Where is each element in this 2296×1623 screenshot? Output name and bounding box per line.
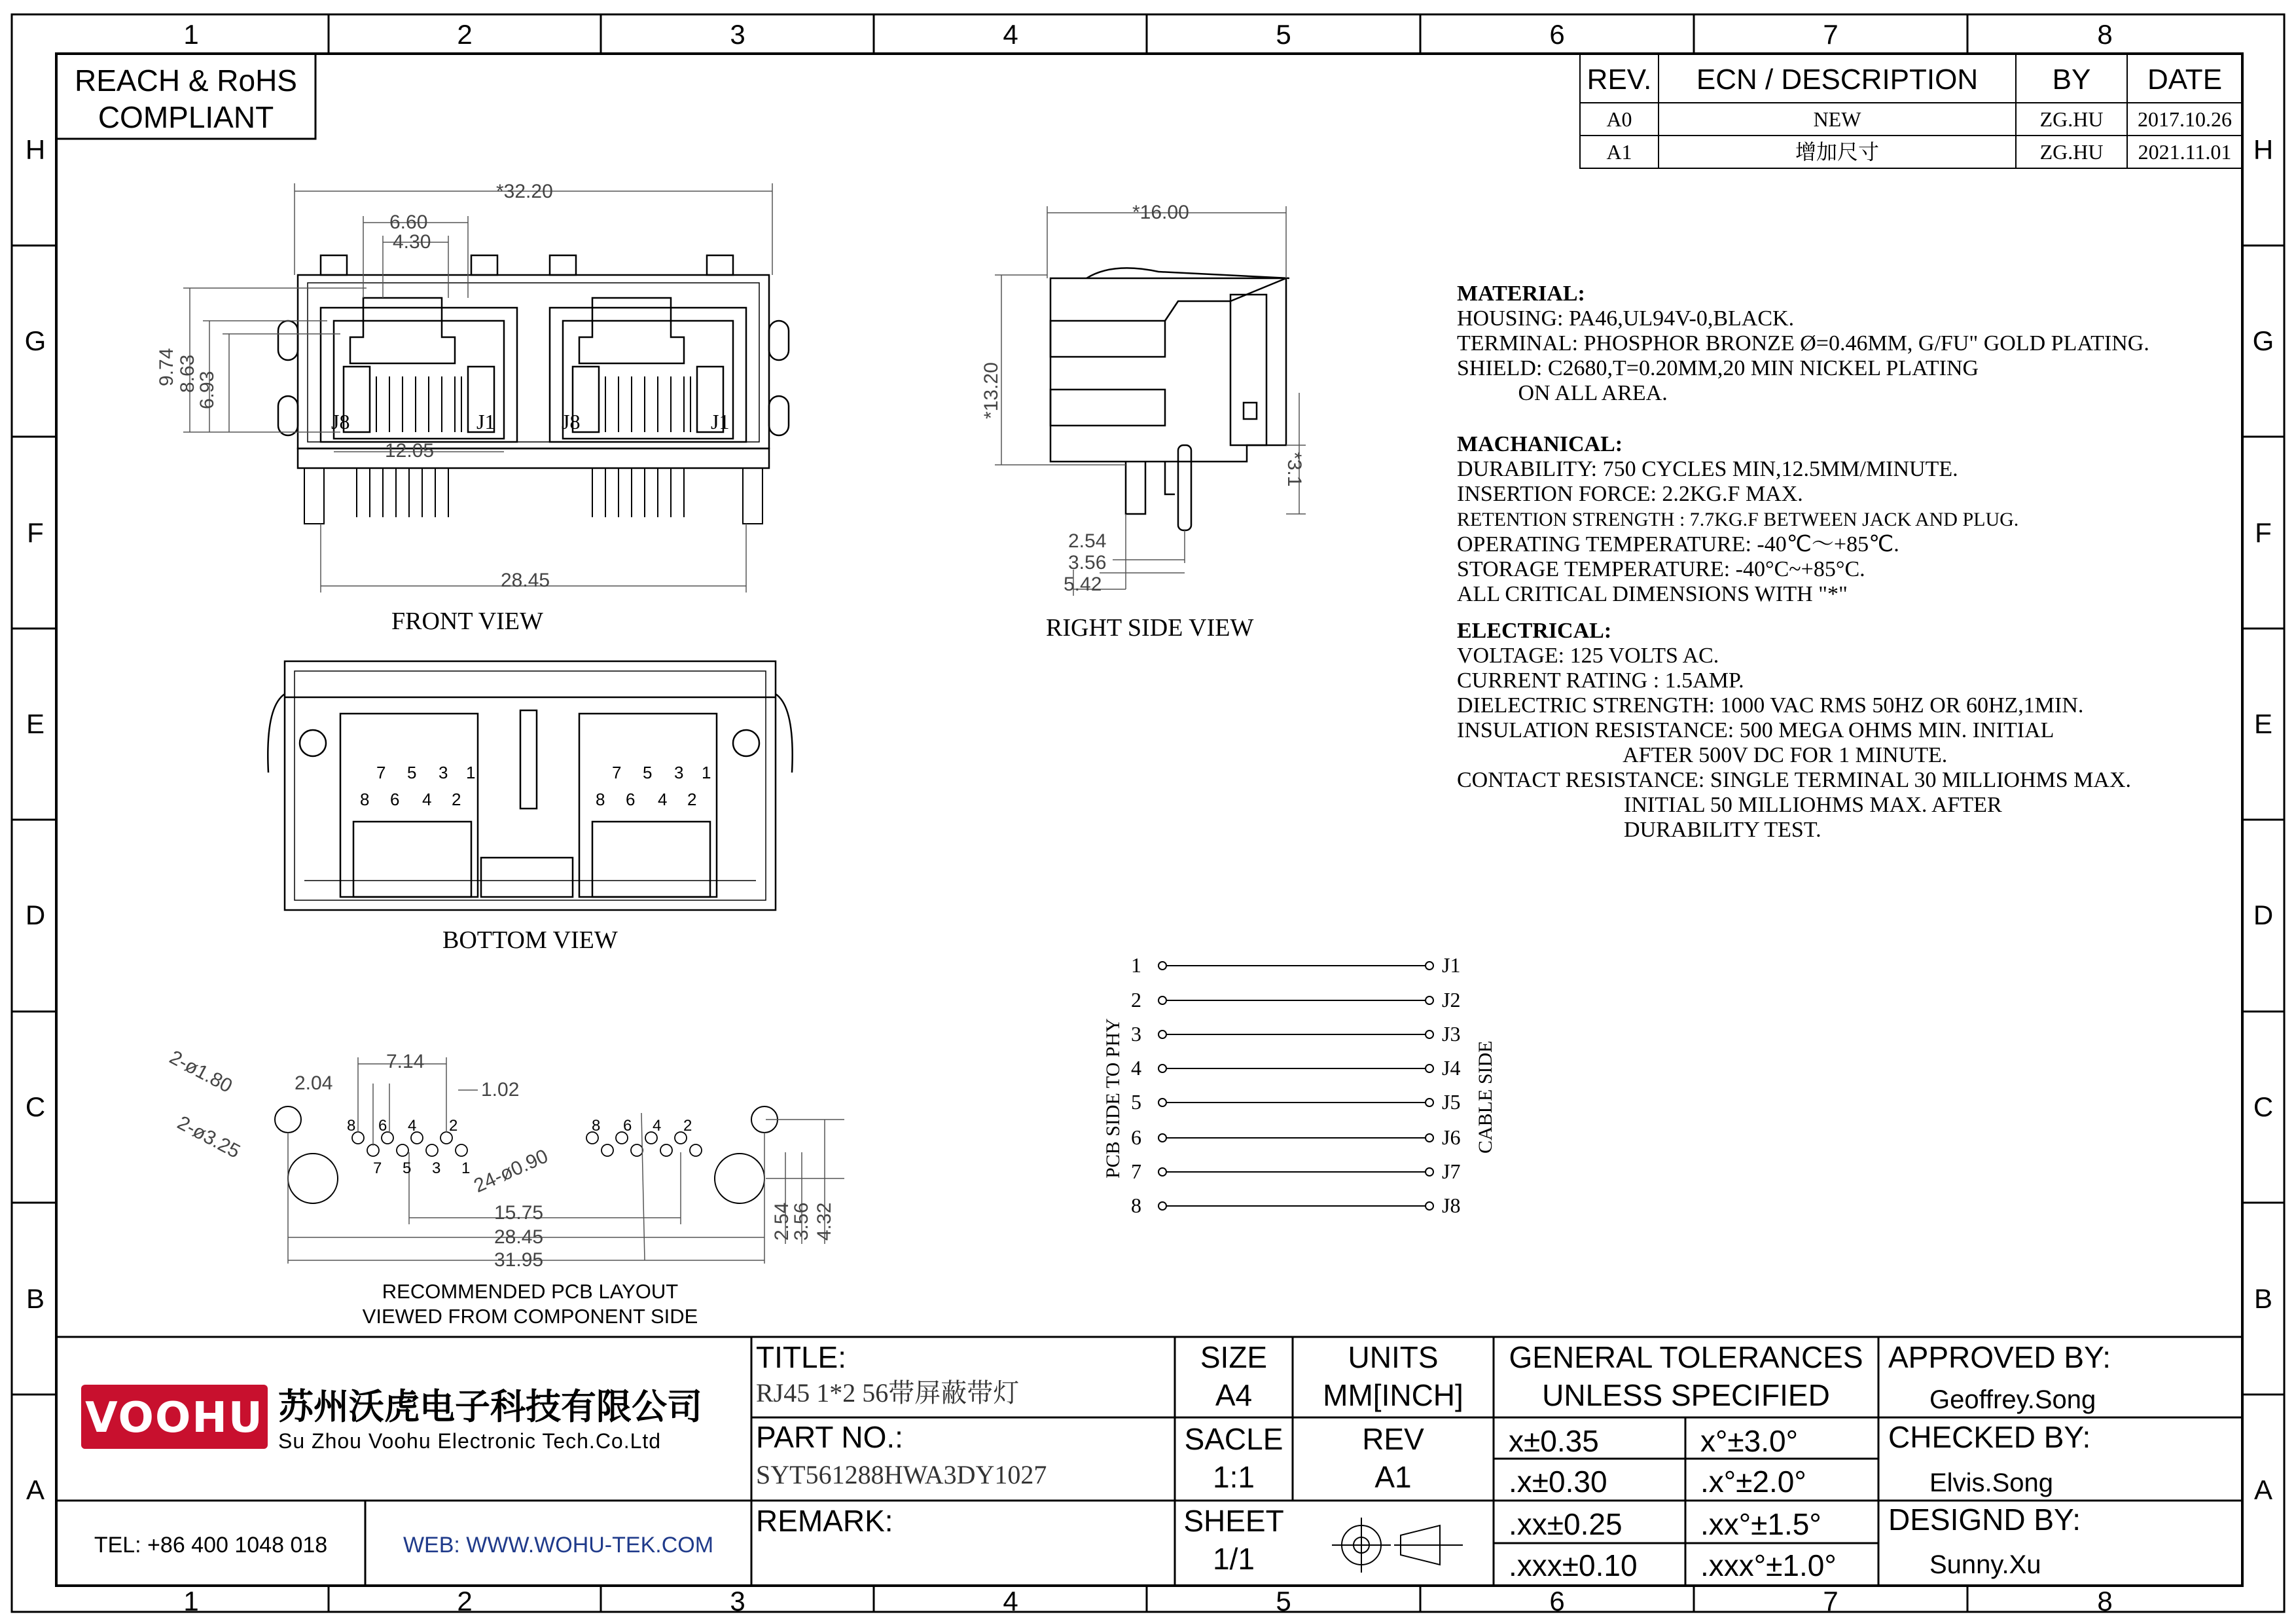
rev-row-2-desc: 增加尺寸 bbox=[1795, 140, 1879, 164]
title-label: TITLE: bbox=[756, 1340, 847, 1374]
rev-row-1-by: ZG.HU bbox=[2039, 107, 2104, 131]
material-line-3: SHIELD: C2680,T=0.20MM,20 MIN NICKEL PLATING bbox=[1457, 356, 1979, 380]
zone-row-g-right: G bbox=[2252, 325, 2274, 356]
pcb-pin-6-left: 6 bbox=[378, 1117, 387, 1135]
dim-pcb-090: 24-ø0.90 bbox=[471, 1145, 552, 1197]
material-line-2: TERMINAL: PHOSPHOR BRONZE Ø=0.46MM, G/FU" GOLD PLATING. bbox=[1457, 331, 2149, 356]
front-label-j1-right: J1 bbox=[711, 410, 730, 433]
schematic-left-label: PCB SIDE TO PHY bbox=[1102, 1018, 1124, 1178]
zone-col-3: 3 bbox=[730, 19, 745, 50]
compliance-line-1: REACH & RoHS bbox=[75, 64, 297, 98]
mechanical-line-1: DURABILITY: 750 CYCLES MIN,12.5MM/MINUTE. bbox=[1457, 457, 1958, 481]
electrical-line-4: INSULATION RESISTANCE: 500 MEGA OHMS MIN. INITIAL bbox=[1457, 718, 2054, 742]
pcb-pin-4-left: 4 bbox=[408, 1117, 417, 1135]
front-view-label: FRONT VIEW bbox=[391, 608, 543, 635]
zone-col-2: 2 bbox=[457, 19, 473, 50]
rev-label: REV bbox=[1362, 1422, 1424, 1456]
dim-pcb-325: 2-ø3.25 bbox=[173, 1112, 244, 1163]
zone-row-h-right: H bbox=[2253, 134, 2274, 165]
rev-header-by: BY bbox=[2052, 64, 2091, 96]
dim-front-2845: 28.45 bbox=[501, 570, 550, 591]
electrical-line-2: CURRENT RATING : 1.5AMP. bbox=[1457, 668, 1744, 693]
bottom-view-label: BOTTOM VIEW bbox=[442, 926, 618, 954]
zone-col-1-bottom: 1 bbox=[183, 1586, 199, 1616]
company-tel: TEL: +86 400 1048 018 bbox=[94, 1533, 328, 1558]
pcb-pin-8-left: 8 bbox=[347, 1117, 356, 1135]
zone-col-3-bottom: 3 bbox=[730, 1586, 745, 1616]
bottom-pin-1-left: 1 bbox=[466, 763, 476, 782]
rev-header-desc: ECN / DESCRIPTION bbox=[1696, 64, 1979, 96]
rev-row-2-by: ZG.HU bbox=[2039, 140, 2104, 164]
rev-header-rev: REV. bbox=[1587, 64, 1652, 96]
designed-value: Sunny.Xu bbox=[1929, 1550, 2041, 1579]
zone-row-a: A bbox=[26, 1474, 45, 1505]
electrical-line-8: DURABILITY TEST. bbox=[1457, 818, 1821, 842]
pcb-layout-dims bbox=[288, 1057, 844, 1264]
zone-row-g: G bbox=[24, 325, 46, 356]
bottom-view-drawing bbox=[268, 661, 792, 910]
rev-row-2-date: 2021.11.01 bbox=[2138, 140, 2232, 164]
schematic-right-pin-j1: J1 bbox=[1442, 953, 1461, 977]
rev-row-1-date: 2017.10.26 bbox=[2138, 107, 2232, 131]
dim-side-31: *3.1 bbox=[1283, 452, 1305, 487]
designed-label: DESIGND BY: bbox=[1888, 1503, 2081, 1537]
remark-label: REMARK: bbox=[756, 1504, 893, 1538]
material-line-4: ON ALL AREA. bbox=[1457, 381, 1668, 405]
pcb-pin-2-right: 2 bbox=[683, 1117, 692, 1135]
dim-pcb-1575: 15.75 bbox=[494, 1202, 544, 1224]
zone-col-2-bottom: 2 bbox=[457, 1586, 473, 1616]
tolerance-linear-1: x±0.35 bbox=[1509, 1424, 1599, 1458]
zone-row-c: C bbox=[25, 1091, 46, 1122]
sheet-value: 1/1 bbox=[1213, 1542, 1255, 1576]
mechanical-line-6: ALL CRITICAL DIMENSIONS WITH "*" bbox=[1457, 582, 1848, 606]
dim-pcb-714: 7.14 bbox=[386, 1051, 425, 1072]
zone-col-8-bottom: 8 bbox=[2097, 1586, 2113, 1616]
bottom-pin-3-left: 3 bbox=[439, 763, 448, 782]
zone-col-1: 1 bbox=[183, 19, 199, 50]
schematic-left-pin-2: 2 bbox=[1131, 988, 1141, 1012]
dim-pcb-102: 1.02 bbox=[481, 1079, 520, 1101]
title-value: RJ45 1*2 56带屏蔽带灯 bbox=[756, 1378, 1020, 1408]
tolerance-angular-2: .x°±2.0° bbox=[1700, 1465, 1806, 1499]
voohu-logo-text: VOOHU bbox=[85, 1394, 264, 1442]
schematic-left-pin-6: 6 bbox=[1131, 1125, 1141, 1149]
part-no-label: PART NO.: bbox=[756, 1420, 903, 1454]
company-name-en: Su Zhou Voohu Electronic Tech.Co.Ltd bbox=[278, 1429, 662, 1453]
bottom-pin-2-right: 2 bbox=[687, 790, 697, 809]
schematic-lines bbox=[1158, 962, 1433, 1210]
electrical-line-5: AFTER 500V DC FOR 1 MINUTE. bbox=[1457, 743, 1948, 767]
pcb-pin-5-left: 5 bbox=[403, 1159, 412, 1177]
schematic-right-pin-j6: J6 bbox=[1442, 1125, 1461, 1149]
zone-col-7-bottom: 7 bbox=[1823, 1586, 1839, 1616]
pcb-pin-6-right: 6 bbox=[623, 1117, 632, 1135]
tolerance-linear-3: .xx±0.25 bbox=[1509, 1507, 1623, 1541]
schematic-right-pin-j7: J7 bbox=[1442, 1159, 1461, 1183]
units-value: MM[INCH] bbox=[1323, 1378, 1463, 1412]
part-no-value: SYT561288HWA3DY1027 bbox=[756, 1460, 1047, 1489]
electrical-line-3: DIELECTRIC STRENGTH: 1000 VAC RMS 50HZ OR 60HZ,1MIN. bbox=[1457, 693, 2084, 718]
bottom-pin-7-right: 7 bbox=[612, 763, 622, 782]
dim-pcb-3195: 31.95 bbox=[494, 1249, 544, 1271]
schematic-left-pin-3: 3 bbox=[1131, 1022, 1141, 1046]
dim-pcb-254: 2.54 bbox=[771, 1202, 793, 1241]
schematic-left-pin-7: 7 bbox=[1131, 1159, 1141, 1183]
zone-col-8: 8 bbox=[2097, 19, 2113, 50]
compliance-line-2: COMPLIANT bbox=[98, 100, 274, 134]
zone-row-e: E bbox=[26, 708, 45, 739]
size-value: A4 bbox=[1215, 1378, 1253, 1412]
zone-row-b: B bbox=[26, 1283, 45, 1314]
zone-row-a-right: A bbox=[2253, 1474, 2272, 1505]
mechanical-line-5: STORAGE TEMPERATURE: -40°C~+85°C. bbox=[1457, 557, 1865, 581]
zone-col-7: 7 bbox=[1823, 19, 1839, 50]
size-label: SIZE bbox=[1200, 1340, 1268, 1374]
schematic-left-pin-5: 5 bbox=[1131, 1090, 1141, 1114]
zone-row-f: F bbox=[27, 517, 44, 548]
pcb-pin-2-left: 2 bbox=[449, 1117, 458, 1135]
electrical-line-7: INITIAL 50 MILLIOHMS MAX. AFTER bbox=[1457, 793, 2002, 817]
tolerance-heading-2: UNLESS SPECIFIED bbox=[1542, 1378, 1830, 1412]
dim-front-430: 4.30 bbox=[393, 231, 431, 253]
pcb-pin-7-left: 7 bbox=[373, 1159, 382, 1177]
dim-pcb-432: 4.32 bbox=[814, 1202, 835, 1241]
dim-front-660: 6.60 bbox=[389, 211, 428, 233]
schematic-left-pin-1: 1 bbox=[1131, 953, 1141, 977]
rev-row-2-rev: A1 bbox=[1606, 140, 1632, 164]
notes-mechanical bbox=[1457, 432, 2018, 607]
schematic-right-pin-j2: J2 bbox=[1442, 988, 1461, 1012]
scale-label: SACLE bbox=[1184, 1422, 1283, 1456]
notes-electrical bbox=[1457, 619, 2131, 843]
pcb-layout-label-1: RECOMMENDED PCB LAYOUT bbox=[382, 1280, 679, 1303]
zone-row-h: H bbox=[25, 134, 46, 165]
dim-front-863: 8.63 bbox=[177, 354, 198, 393]
zone-col-6-bottom: 6 bbox=[1549, 1586, 1565, 1616]
approved-label: APPROVED BY: bbox=[1888, 1340, 2111, 1374]
schematic-right-pin-j5: J5 bbox=[1442, 1090, 1461, 1114]
approved-value: Geoffrey.Song bbox=[1929, 1385, 2096, 1414]
schematic-right-pin-j4: J4 bbox=[1442, 1056, 1461, 1080]
material-line-1: HOUSING: PA46,UL94V-0,BLACK. bbox=[1457, 306, 1795, 331]
material-heading: MATERIAL: bbox=[1457, 282, 1585, 306]
projection-symbol bbox=[1332, 1518, 1463, 1573]
rev-row-1-desc: NEW bbox=[1813, 107, 1861, 131]
dim-front-overall: *32.20 bbox=[496, 181, 553, 202]
front-view-drawing bbox=[278, 255, 789, 524]
bottom-pin-3-right: 3 bbox=[674, 763, 684, 782]
units-label: UNITS bbox=[1348, 1340, 1439, 1374]
bottom-pin-5-right: 5 bbox=[643, 763, 653, 782]
scale-value: 1:1 bbox=[1213, 1460, 1255, 1494]
dim-front-1205: 12.05 bbox=[385, 440, 435, 462]
electrical-line-1: VOLTAGE: 125 VOLTS AC. bbox=[1457, 644, 1719, 668]
dim-side-542: 5.42 bbox=[1064, 574, 1102, 595]
zone-row-d: D bbox=[25, 900, 46, 930]
bottom-pin-8-left: 8 bbox=[360, 790, 370, 809]
dim-front-974: 9.74 bbox=[156, 348, 177, 386]
sheet-label: SHEET bbox=[1183, 1504, 1284, 1538]
tolerance-heading-1: GENERAL TOLERANCES bbox=[1509, 1340, 1863, 1374]
dim-pcb-2845: 28.45 bbox=[494, 1226, 544, 1248]
mechanical-line-2: INSERTION FORCE: 2.2KG.F MAX. bbox=[1457, 482, 1803, 506]
zone-row-e-right: E bbox=[2253, 708, 2272, 739]
bottom-pin-6-right: 6 bbox=[626, 790, 636, 809]
rev-row-1-rev: A0 bbox=[1606, 107, 1632, 131]
bottom-pin-4-left: 4 bbox=[422, 790, 432, 809]
zone-col-5-bottom: 5 bbox=[1276, 1586, 1291, 1616]
schematic-right-label: CABLE SIDE bbox=[1475, 1040, 1496, 1154]
pcb-pin-1-left: 1 bbox=[461, 1159, 471, 1177]
zone-col-6: 6 bbox=[1549, 19, 1565, 50]
schematic-left-pin-8: 8 bbox=[1131, 1194, 1141, 1217]
dim-side-overall: *16.00 bbox=[1132, 202, 1189, 223]
rev-header-date: DATE bbox=[2147, 64, 2223, 96]
mechanical-heading: MACHANICAL: bbox=[1457, 432, 1623, 456]
zone-row-f-right: F bbox=[2255, 517, 2272, 548]
front-label-j8-right: J8 bbox=[562, 410, 581, 433]
dim-side-356: 3.56 bbox=[1068, 552, 1107, 574]
zone-col-4: 4 bbox=[1003, 19, 1018, 50]
tolerance-linear-4: .xxx±0.10 bbox=[1509, 1548, 1638, 1582]
schematic-right-pin-j8: J8 bbox=[1442, 1194, 1461, 1217]
dim-side-1320: *13.20 bbox=[980, 362, 1002, 419]
bottom-pin-2-left: 2 bbox=[452, 790, 461, 809]
voohu-logo bbox=[81, 1385, 268, 1449]
right-side-view-dims bbox=[995, 206, 1306, 596]
checked-value: Elvis.Song bbox=[1929, 1468, 2053, 1497]
right-side-view-label: RIGHT SIDE VIEW bbox=[1046, 614, 1254, 642]
rev-value: A1 bbox=[1374, 1460, 1412, 1494]
pcb-pin-3-left: 3 bbox=[432, 1159, 441, 1177]
front-label-j8-left: J8 bbox=[331, 410, 350, 433]
right-side-view-drawing bbox=[1050, 268, 1289, 530]
schematic-right-pin-j3: J3 bbox=[1442, 1022, 1461, 1046]
tolerance-angular-1: x°±3.0° bbox=[1700, 1424, 1798, 1458]
bottom-pin-6-left: 6 bbox=[390, 790, 400, 809]
pcb-pin-8-right: 8 bbox=[592, 1117, 601, 1135]
notes-material bbox=[1457, 282, 2149, 406]
dim-pcb-356: 3.56 bbox=[791, 1202, 812, 1241]
zone-col-4-bottom: 4 bbox=[1003, 1586, 1018, 1616]
pcb-pin-4-right: 4 bbox=[653, 1117, 662, 1135]
company-web: WEB: WWW.WOHU-TEK.COM bbox=[403, 1533, 714, 1558]
tolerance-linear-2: .x±0.30 bbox=[1509, 1465, 1607, 1499]
bottom-pin-5-left: 5 bbox=[407, 763, 417, 782]
zone-row-c-right: C bbox=[2253, 1091, 2274, 1122]
pcb-layout-label-2: VIEWED FROM COMPONENT SIDE bbox=[362, 1305, 698, 1328]
bottom-pin-1-right: 1 bbox=[702, 763, 711, 782]
bottom-pin-7-left: 7 bbox=[376, 763, 386, 782]
dim-pcb-180: 2-ø1.80 bbox=[166, 1046, 236, 1097]
dim-side-254: 2.54 bbox=[1068, 530, 1107, 552]
bottom-pin-8-right: 8 bbox=[596, 790, 605, 809]
schematic-left-pin-4: 4 bbox=[1131, 1056, 1141, 1080]
zone-row-b-right: B bbox=[2253, 1283, 2272, 1314]
zone-col-5: 5 bbox=[1276, 19, 1291, 50]
dim-pcb-204: 2.04 bbox=[295, 1072, 333, 1094]
tolerance-angular-4: .xxx°±1.0° bbox=[1700, 1548, 1837, 1582]
tolerance-angular-3: .xx°±1.5° bbox=[1700, 1507, 1821, 1541]
company-name-cn: 苏州沃虎电子科技有限公司 bbox=[278, 1386, 702, 1427]
zone-row-d-right: D bbox=[2253, 900, 2274, 930]
electrical-heading: ELECTRICAL: bbox=[1457, 619, 1612, 643]
bottom-pin-4-right: 4 bbox=[658, 790, 668, 809]
mechanical-line-4: OPERATING TEMPERATURE: -40℃～+85℃. bbox=[1457, 532, 1899, 556]
dim-front-693: 6.93 bbox=[196, 371, 218, 409]
mechanical-line-3: RETENTION STRENGTH : 7.7KG.F BETWEEN JACK AND PLUG. bbox=[1457, 509, 2019, 530]
checked-label: CHECKED BY: bbox=[1888, 1420, 2091, 1454]
electrical-line-6: CONTACT RESISTANCE: SINGLE TERMINAL 30 MILLIOHMS MAX. bbox=[1457, 768, 2131, 792]
front-label-j1-left: J1 bbox=[476, 410, 495, 433]
